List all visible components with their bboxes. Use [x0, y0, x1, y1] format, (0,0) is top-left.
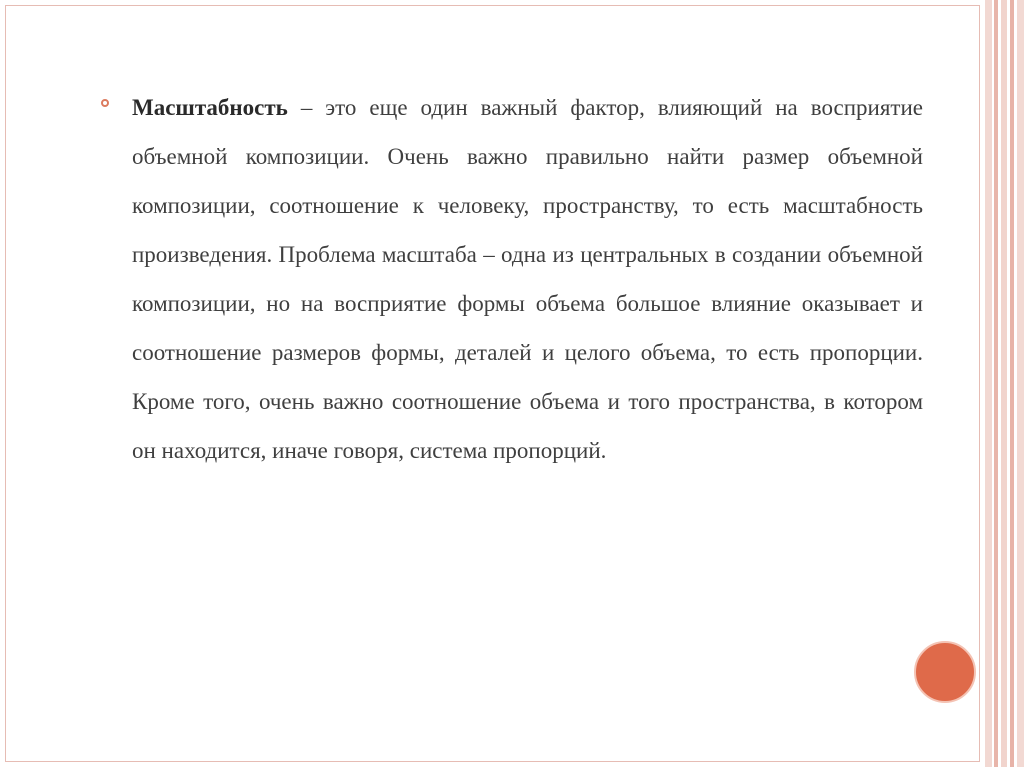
right-stripe-1: [985, 0, 992, 767]
bullet-paragraph: [132, 83, 923, 475]
circle-decoration: [914, 641, 976, 703]
right-stripe-4: [1010, 0, 1014, 767]
right-stripe-2: [994, 0, 998, 767]
bullet-item: [97, 83, 925, 475]
right-stripe-5: [1017, 0, 1024, 767]
bullet-term: Масштабность: [132, 95, 288, 120]
circle-bullet-icon: [101, 99, 109, 107]
right-stripe-3: [1001, 0, 1007, 767]
bullet-body: – это еще один важный фактор, влияющий на восприятие объемной композиции. Очень важно правильно найти размер объемной композиции, соотношение к человеку, пространству, то есть масштабность произведения. Проблема масштаба – одна из центральных в создании объемной композиции, но на восприятие формы объема большое влияние оказывает и соотношение размеров формы, деталей и целого объема, то есть пропорции. Кроме того, очень важно соотношение объема и того пространства, в котором он находится, иначе говоря, система пропорций.: [132, 95, 923, 463]
